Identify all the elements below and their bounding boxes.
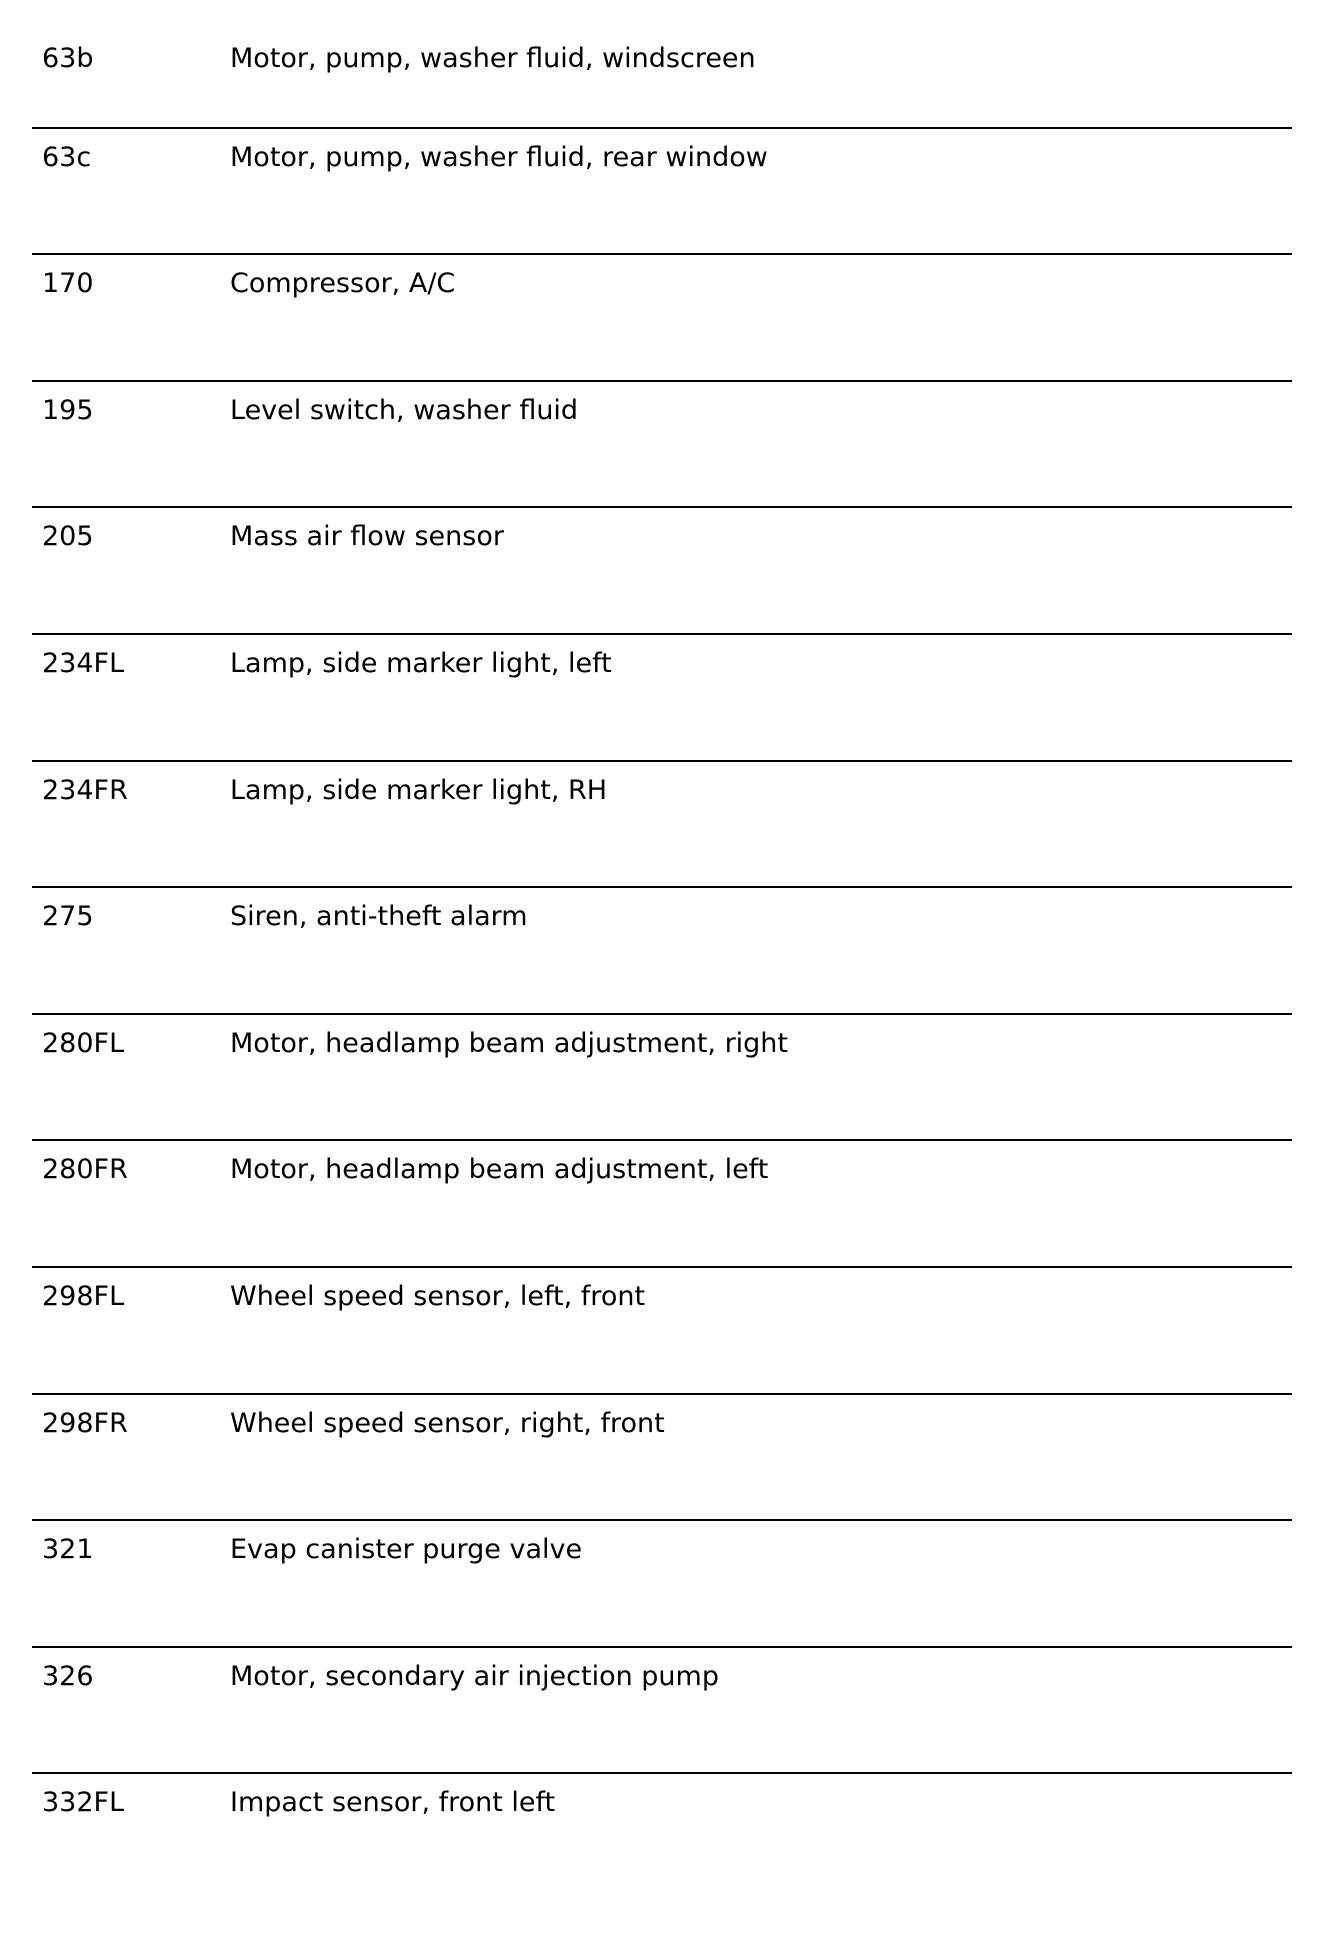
component-description: Motor, secondary air injection pump xyxy=(230,1660,719,1692)
component-description: Level switch, washer fluid xyxy=(230,394,579,426)
table-row xyxy=(32,1393,1292,1520)
table-row xyxy=(32,506,1292,633)
table-row xyxy=(32,0,1292,127)
table-row xyxy=(32,1013,1292,1140)
component-code: 63b xyxy=(42,43,94,74)
component-description: Motor, headlamp beam adjustment, right xyxy=(230,1027,789,1059)
table-row xyxy=(32,1139,1292,1266)
table-row xyxy=(32,127,1292,254)
component-description: Impact sensor, front left xyxy=(230,1787,556,1819)
component-code: 298FL xyxy=(42,1280,125,1312)
component-code: 280FL xyxy=(42,1027,125,1059)
component-code: 280FR xyxy=(42,1154,128,1186)
component-table xyxy=(32,0,1292,1899)
component-code: 170 xyxy=(42,268,94,300)
component-code: 234FR xyxy=(42,774,128,806)
component-code: 275 xyxy=(42,901,94,933)
component-description: Compressor, A/C xyxy=(230,268,456,300)
component-description: Motor, pump, washer fluid, windscreen xyxy=(230,43,756,74)
component-description: Lamp, side marker light, RH xyxy=(230,774,608,806)
table-row xyxy=(32,380,1292,507)
table-row xyxy=(32,1772,1292,1899)
component-description: Siren, anti-theft alarm xyxy=(230,901,528,933)
component-code: 205 xyxy=(42,521,94,553)
component-description: Motor, pump, washer fluid, rear window xyxy=(230,141,768,173)
component-code: 326 xyxy=(42,1660,94,1692)
component-code: 234FL xyxy=(42,647,125,679)
component-description: Wheel speed sensor, right, front xyxy=(230,1407,665,1439)
component-code: 332FL xyxy=(42,1787,125,1819)
component-description: Lamp, side marker light, left xyxy=(230,647,612,679)
component-description: Motor, headlamp beam adjustment, left xyxy=(230,1154,769,1186)
table-row xyxy=(32,1646,1292,1773)
component-description: Evap canister purge valve xyxy=(230,1534,583,1566)
component-description: Wheel speed sensor, left, front xyxy=(230,1280,646,1312)
component-description: Mass air flow sensor xyxy=(230,521,504,553)
table-row xyxy=(32,633,1292,760)
component-code: 195 xyxy=(42,394,94,426)
component-code: 63c xyxy=(42,141,92,173)
table-row xyxy=(32,253,1292,380)
table-row xyxy=(32,760,1292,887)
table-row xyxy=(32,1266,1292,1393)
table-row xyxy=(32,886,1292,1013)
component-code: 298FR xyxy=(42,1407,128,1439)
component-code: 321 xyxy=(42,1534,94,1566)
table-row xyxy=(32,1519,1292,1646)
